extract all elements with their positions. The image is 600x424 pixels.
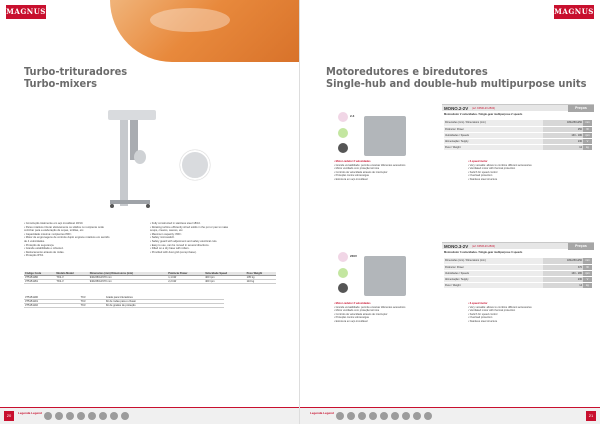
legend-icon <box>402 412 410 420</box>
power-icon <box>338 283 348 293</box>
accessories-table <box>24 296 224 308</box>
table-header: Código Code <box>24 272 55 276</box>
table-cell: 940x650x1570 mm <box>89 280 167 284</box>
table-header: Potência Power <box>167 272 204 276</box>
desc-pt-line: • Pares rotativos triturar efetivamente os sólidos no recipiente onde <box>24 225 104 229</box>
product-subtitle: Motoredutor 2 velocidades / Single-gear multipurpose 2 speeds <box>444 113 523 116</box>
table-cell: TK3 <box>80 304 105 308</box>
desc-line: • Overload protection <box>468 316 493 320</box>
desc-pt-line: • Proteção de segurança. <box>24 243 55 247</box>
desc-line: • Stainless steel structure <box>468 177 498 181</box>
desc-line: • Very versatile: allows to combine different accessories <box>468 305 532 309</box>
spec-label: Peso / Weight <box>444 144 543 150</box>
table-cell: 3T5151181 <box>24 280 55 284</box>
desc-line: • Motor ventilado com proteção térmica <box>334 167 380 171</box>
desc-line: • Estrutura em aço inoxidável <box>334 177 368 181</box>
table-row <box>24 304 224 308</box>
product-desc-pt <box>334 160 454 182</box>
product-name: MONO.2-2V <box>444 106 469 111</box>
description-en <box>150 222 275 254</box>
desc-pt-line: de 4 velocidades. <box>24 239 45 243</box>
desc-pt-line: • Deslocamento através de rodas. <box>24 250 65 254</box>
desc-line: • Grande versatilidade: permite encaixar diferentes acessórios <box>334 163 406 167</box>
spec-unit: mm <box>583 258 592 264</box>
legend-icon <box>380 412 388 420</box>
page-number: 20 <box>4 411 14 421</box>
legend-icon <box>55 412 63 420</box>
material-icon <box>338 128 348 138</box>
product-badge: Preços <box>568 243 594 250</box>
desc-en-line: • Filled on a dry base with rollers. <box>150 247 190 251</box>
legend-icon <box>358 412 366 420</box>
desc-en-line: • Maximum capacity: 800 l. <box>150 232 183 236</box>
legend-icon <box>347 412 355 420</box>
spec-label: Potência / Power <box>444 264 543 270</box>
spec-label: Dimensões (mm) / Dimensions (mm) <box>444 120 543 126</box>
desc-pt-line: • Proteção IPX4. <box>24 254 44 258</box>
spec-value: 180x250x250 <box>543 258 583 264</box>
legend-icon <box>66 412 74 420</box>
power-icon <box>338 143 348 153</box>
table-cell: TK3-V <box>55 280 88 284</box>
desc-line: • 3-speed motor <box>468 302 488 305</box>
desc-pt-line: • Motor de engrenagens de controle duplo engrane rotativos em sentido <box>24 236 110 240</box>
table-cell: 2,2 kW <box>167 280 204 284</box>
brand-logo <box>6 5 46 19</box>
table-cell: 3T5151190 <box>24 296 80 300</box>
speed-icon <box>338 112 348 122</box>
page-title <box>24 66 127 90</box>
spec-unit: kg <box>583 282 592 288</box>
table-header: Velocidade Speed <box>204 272 246 276</box>
speed-label: 230V <box>350 254 358 258</box>
desc-line: • 2-speed motor <box>468 160 488 163</box>
product-header <box>442 104 594 111</box>
desc-en-line: • Provided with dust grid (except base). <box>150 250 197 254</box>
title-pt: Turbo-trituradores <box>24 65 128 78</box>
spec-value: 130 - 180 <box>543 132 583 138</box>
desc-line: • Proteção contra sobrecargas <box>334 316 369 320</box>
speed-label: 2-3 <box>350 114 355 118</box>
legend-icon <box>369 412 377 420</box>
right-footer <box>300 407 600 424</box>
table-cell: 110 kg <box>246 280 276 284</box>
desc-en-line: • Rotating turbine efficiently shred solids in the pot or pan to make <box>150 225 229 229</box>
legend-icon <box>336 412 344 420</box>
spec-value: 370 <box>543 264 583 270</box>
table-cell: TK3 <box>80 300 105 304</box>
title-en: Single-hub and double-hub multipurpose units <box>326 77 587 90</box>
product-photo <box>364 256 406 296</box>
product-subtitle: Motoredutor 3 velocidades / Single-gear multipurpose 3 speeds <box>444 251 523 254</box>
spec-unit: W <box>583 264 592 270</box>
material-icon <box>338 268 348 278</box>
desc-line: • Motor-redutor 3 velocidades <box>334 302 371 305</box>
spec-value: 250 <box>543 126 583 132</box>
desc-line: • Stainless steel structure <box>468 319 498 323</box>
spec-label: Velocidades / Speeds <box>444 132 543 138</box>
legend-icon <box>413 412 421 420</box>
spec-unit: rpm <box>583 270 592 276</box>
spec-row <box>444 282 592 288</box>
desc-pt-line: • Grande estabilidade e robustez. <box>24 247 64 251</box>
product-code: (ref. KPM3-2V-2500) <box>472 245 495 248</box>
product-desc-pt <box>334 302 454 324</box>
desc-line: • Proteção contra sobrecargas <box>334 174 369 178</box>
product-code: (ref. KPM2-2V-2500) <box>472 107 495 110</box>
desc-pt-line: cozinhar para a elaboração de sopas, tortillas, etc. <box>24 229 85 233</box>
desc-line: • Grande versatilidade: permite encaixar diferentes acessórios <box>334 305 406 309</box>
spec-unit: V <box>583 276 592 282</box>
desc-line: • Switch for speed control <box>468 170 498 174</box>
page-title <box>326 66 587 90</box>
spec-unit: V <box>583 138 592 144</box>
desc-line: • Motor-redutor 2 velocidades <box>334 160 371 163</box>
table-cell: TK3 <box>80 296 105 300</box>
table-cell: 105 kg <box>246 276 276 280</box>
legend-icon <box>424 412 432 420</box>
table-cell: 940x650x1570 mm <box>89 276 167 280</box>
table-cell: 3T5151192 <box>24 304 80 308</box>
spec-unit: mm <box>583 120 592 126</box>
product-header <box>442 242 594 249</box>
legend-icon <box>99 412 107 420</box>
right-page <box>300 0 600 424</box>
models-table <box>24 272 276 284</box>
title-pt: Motoredutores e biredutores <box>326 65 488 78</box>
table-cell: Kit de rodas para o chassi <box>105 300 224 304</box>
description-pt <box>24 222 144 258</box>
table-cell: 3T5151180 <box>24 276 55 280</box>
table-cell: 3T5151191 <box>24 300 80 304</box>
spec-label: Alimentação / Supply <box>444 138 543 144</box>
desc-line: • Very versatile: allows to combine different accessories <box>468 163 532 167</box>
table-header: Peso Weight <box>246 272 276 276</box>
spec-label: Velocidades / Speeds <box>444 270 543 276</box>
soup-photo <box>110 0 300 62</box>
brand-logo-text: MAGNUS <box>554 7 594 16</box>
spec-unit: kg <box>583 144 592 150</box>
desc-pt-line: • Capacidade máxima: recipientes 800 l. <box>24 232 72 236</box>
spec-label: Alimentação / Supply <box>444 276 543 282</box>
legend-icon <box>44 412 52 420</box>
spec-label: Potência / Power <box>444 126 543 132</box>
desc-line: • Controlo de velocidade através de interruptor <box>334 312 388 316</box>
blade-closeup-circle <box>180 150 210 180</box>
desc-line: • Motor ventilado com proteção térmica <box>334 309 380 313</box>
desc-pt-line: • Construção totalmente em aço inoxidável 18/10. <box>24 222 84 225</box>
spec-value: 230 <box>543 138 583 144</box>
table-row <box>24 280 276 284</box>
table-cell: TK3-V <box>55 276 88 280</box>
product-badge: Preços <box>568 105 594 112</box>
legend-icons <box>44 412 129 420</box>
spec-unit: W <box>583 126 592 132</box>
desc-line: • Ventilated motor with thermal protection <box>468 167 516 171</box>
table-cell: 400 rpm <box>204 280 246 284</box>
legend-icon <box>391 412 399 420</box>
speed-icon <box>338 252 348 262</box>
desc-en-line: • Safety microswitch. <box>150 236 175 240</box>
desc-line: • Estrutura em aço inoxidável <box>334 319 368 323</box>
desc-line: • Controlo de velocidade através de interruptor <box>334 170 388 174</box>
desc-en-line: soups, creams, sauces, etc. <box>150 229 184 233</box>
product-name: MONO.3-2V <box>444 244 469 249</box>
spec-row <box>444 144 592 150</box>
table-header: Dimensões (mm) Dimensions (mm) <box>89 272 167 276</box>
table-header: Modelo Model <box>55 272 88 276</box>
desc-line: • Switch for speed control <box>468 312 498 316</box>
spec-value: 14 <box>543 282 583 288</box>
desc-en-line: • Fully constructed in stainless steel 18/10. <box>150 222 201 225</box>
spec-value: 12 <box>543 144 583 150</box>
legend-icon <box>121 412 129 420</box>
product-photo <box>364 116 406 156</box>
product-desc-en <box>468 302 593 324</box>
legend-icon <box>110 412 118 420</box>
legend-icon <box>88 412 96 420</box>
spec-table <box>444 258 592 289</box>
product-desc-en <box>468 160 593 182</box>
spec-value: 180x250x250 <box>543 120 583 126</box>
table-cell: Kit de grades de proteção <box>105 304 224 308</box>
desc-line: • Ventilated motor with thermal protection <box>468 309 516 313</box>
table-cell: 400 rpm <box>204 276 246 280</box>
spec-value: 130 - 280 <box>543 270 583 276</box>
legend-icons <box>336 412 432 420</box>
spec-value: 230 <box>543 276 583 282</box>
desc-en-line: • Easy to use, can be moved in several directions. <box>150 243 210 247</box>
desc-line: • Overload protection <box>468 174 493 178</box>
title-en: Turbo-mixers <box>24 77 98 90</box>
left-footer <box>0 407 299 424</box>
spec-label: Dimensões (mm) / Dimensions (mm) <box>444 258 543 264</box>
brand-logo-text: MAGNUS <box>6 7 46 16</box>
spec-label: Peso / Weight <box>444 282 543 288</box>
spec-unit: rpm <box>583 132 592 138</box>
spec-table <box>444 120 592 151</box>
legend-label: Legenda Legend <box>310 411 334 415</box>
table-cell: 1,1 kW <box>167 276 204 280</box>
legend-icon <box>77 412 85 420</box>
legend-label: Legenda Legend <box>18 411 42 415</box>
brand-logo <box>554 5 594 19</box>
table-cell: Grade para trituradores <box>105 296 224 300</box>
page-number: 21 <box>586 411 596 421</box>
desc-en-line: • Safety guard with adjustment and safety electrical cuts. <box>150 239 218 243</box>
